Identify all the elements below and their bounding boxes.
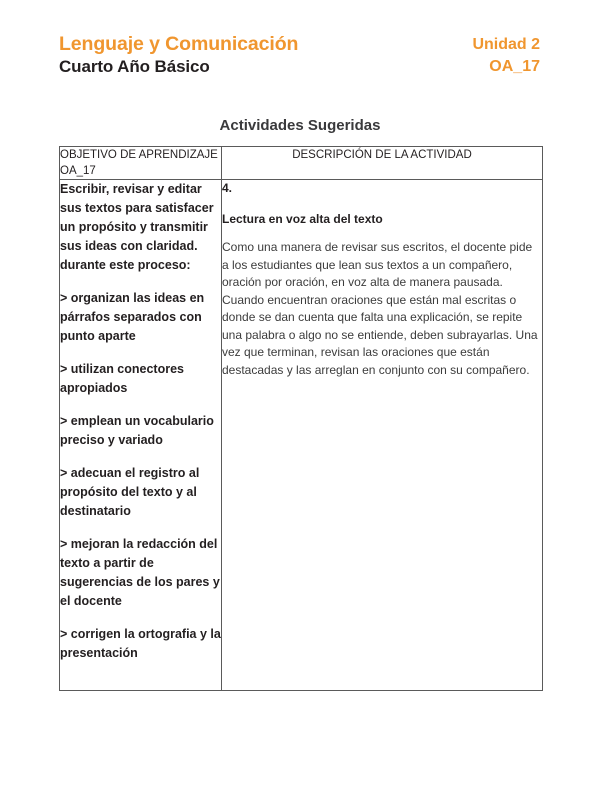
objective-cell (60, 180, 222, 691)
unit-label: Unidad 2 (472, 36, 540, 53)
section-title: Actividades Sugeridas (219, 117, 381, 134)
activity-number: 4. (222, 181, 233, 195)
description-cell (222, 180, 543, 691)
oa-code-label: OA_17 (489, 58, 540, 75)
objective-item: > mejoran la redacción del texto a partir de sugerencias de los pares y el docente (60, 537, 220, 608)
header-right-block (472, 33, 542, 78)
activities-table (59, 146, 543, 691)
document-header (59, 33, 542, 78)
objective-item: > emplean un vocabulario preciso y variado (60, 414, 214, 447)
objective-item: > corrigen la ortografia y la presentación (60, 627, 221, 660)
activity-heading: Lectura en voz alta del texto (222, 212, 383, 226)
objective-item: > organizan las ideas en párrafos separados con punto aparte (60, 291, 205, 343)
activity-body-text: Como una manera de revisar sus escritos, el docente pide a los estudiantes que lean sus textos a un compañero, oración por oración, en voz alta de manera pausada. Cuando encuentran oraciones que están mal escritas o donde se dan cuenta que falta una explicación, se repite una palabra o algo no se entiende, deben subrayarlas. Una vez que terminan, revisan las oraciones que están destacadas y las arreglan en conjunto con su compañero. (222, 240, 538, 377)
table-header-row (60, 147, 543, 180)
subject-title: Lenguaje y Comunicación (59, 33, 299, 55)
column-header-description: DESCRIPCIÓN DE LA ACTIVIDAD (222, 147, 543, 180)
grade-title: Cuarto Año Básico (59, 57, 210, 76)
column-header-objective: OBJETIVO DE APRENDIZAJE OA_17 (60, 147, 222, 180)
objective-item: > adecuan el registro al propósito del texto y al destinatario (60, 466, 200, 518)
objective-lead-text: Escribir, revisar y editar sus textos para satisfacer un propósito y transmitir sus ideas con claridad. durante este proceso: (60, 182, 214, 272)
header-left-block (59, 33, 298, 78)
table-content-row (60, 180, 543, 691)
objective-item: > utilizan conectores apropiados (60, 362, 184, 395)
